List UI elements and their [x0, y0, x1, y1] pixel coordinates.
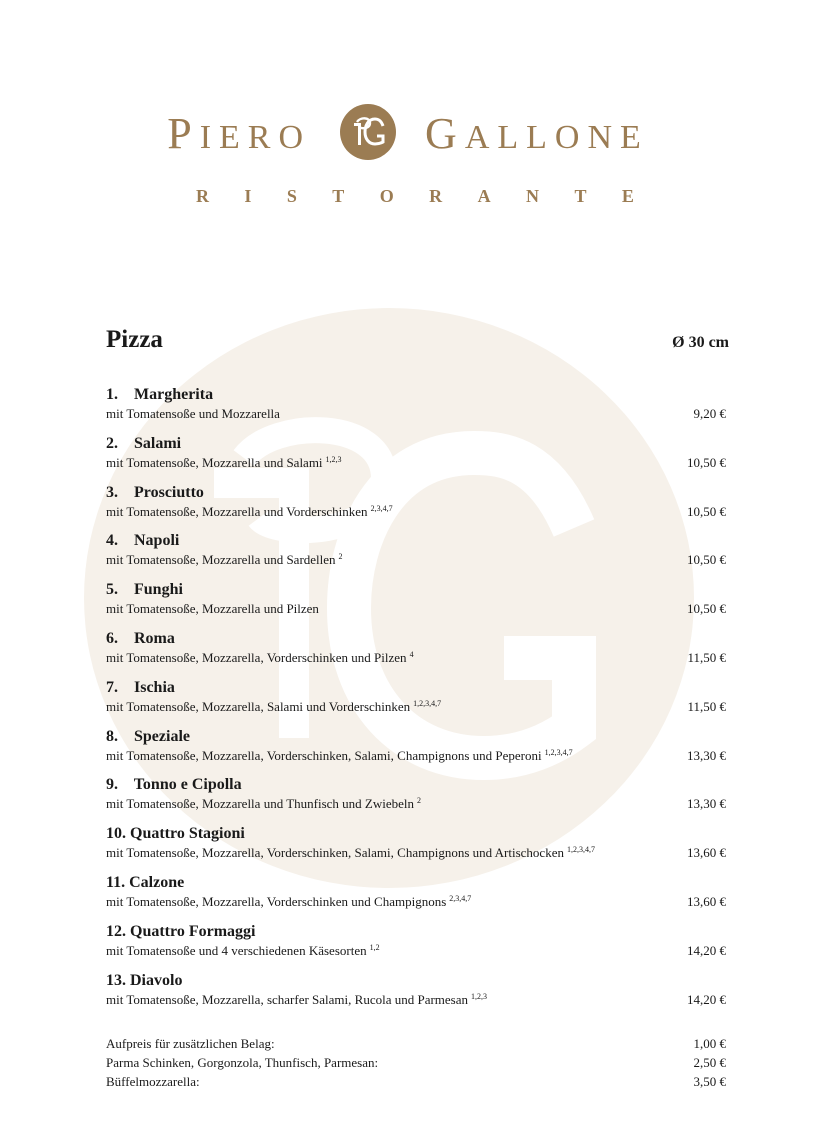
item-description-text: mit Tomatensoße, Mozzarella, Vorderschinken, Salami, Champignons und Artischocken: [106, 845, 564, 861]
item-title: [106, 630, 175, 648]
allergen-codes: 2: [338, 552, 343, 562]
item-number: 4.: [106, 532, 118, 550]
brand-subtitle: [196, 186, 634, 207]
item-title: [106, 825, 245, 843]
item-number: 13.: [106, 971, 126, 989]
item-description-text: mit Tomatensoße, Mozzarella, scharfer Salami, Rucola und Parmesan: [106, 991, 469, 1007]
item-description: [106, 699, 441, 715]
item-name: Speziale: [134, 727, 190, 745]
brand-name: [0, 104, 816, 162]
allergen-codes: 4: [409, 649, 414, 659]
item-number: 7.: [106, 678, 118, 696]
subtitle-letter: S: [286, 186, 297, 206]
menu-title: Pizza: [106, 326, 163, 353]
item-title: [106, 776, 242, 794]
item-description-text: mit Tomatensoße, Mozzarella und Sardellen: [106, 552, 336, 568]
item-description-text: mit Tomatensoße, Mozzarella, Vorderschinken und Pilzen: [106, 649, 407, 665]
allergen-codes: 1,2,3,4,7: [413, 698, 442, 708]
menu-item: [106, 972, 726, 1021]
item-number: 6.: [106, 629, 118, 647]
allergen-codes: 2: [417, 796, 422, 806]
menu-item: [106, 825, 726, 874]
item-description: [106, 943, 380, 959]
extra-price: 3,50 €: [693, 1074, 726, 1089]
item-price: 13,60 €: [687, 845, 726, 861]
restaurant-header: [0, 0, 816, 230]
item-description: [106, 845, 595, 861]
allergen-codes: 1,2: [369, 942, 380, 952]
item-title: [106, 484, 204, 502]
item-number: 5.: [106, 581, 118, 599]
menu-header: [106, 326, 729, 386]
subtitle-letter: I: [244, 186, 252, 206]
item-name: Salami: [134, 434, 182, 452]
subtitle-letter: T: [574, 186, 587, 206]
item-description-text: mit Tomatensoße und Mozzarella: [106, 406, 280, 421]
extra-row: [106, 1055, 726, 1074]
item-name: Diavolo: [130, 971, 183, 989]
extra-row: [106, 1074, 726, 1093]
brand-first-name: PIERO: [167, 109, 312, 159]
item-description-text: mit Tomatensoße, Mozzarella und Salami: [106, 454, 323, 470]
item-title: [106, 386, 213, 404]
item-price: 9,20 €: [693, 406, 726, 421]
item-description: [106, 894, 471, 910]
item-title: [106, 923, 255, 941]
item-description-text: mit Tomatensoße, Mozzarella, Salami und Vorderschinken: [106, 698, 411, 714]
item-description-text: mit Tomatensoße, Mozzarella und Vorderschinken: [106, 503, 368, 519]
item-title: [106, 532, 179, 550]
subtitle-letter: R: [196, 186, 209, 206]
item-name: Margherita: [134, 386, 214, 403]
allergen-codes: 1,2,3,4,7: [566, 845, 595, 855]
item-price: 10,50 €: [687, 454, 726, 470]
item-description-text: mit Tomatensoße und 4 verschiedenen Käsesorten: [106, 942, 367, 958]
pg-monogram-icon: [340, 104, 396, 160]
menu-item: [106, 581, 726, 630]
extra-label: Aufpreis für zusätzlichen Belag:: [106, 1036, 275, 1051]
item-number: 8.: [106, 727, 118, 745]
item-description-text: mit Tomatensoße, Mozzarella und Pilzen: [106, 601, 319, 617]
subtitle-letter: O: [379, 186, 394, 206]
item-number: 9.: [106, 776, 118, 794]
allergen-codes: 2,3,4,7: [370, 503, 393, 513]
subtitle-letter: N: [526, 186, 540, 206]
allergen-codes: 1,2,3: [471, 991, 488, 1001]
item-price: 13,60 €: [687, 893, 726, 909]
item-name: Ischia: [134, 678, 175, 696]
menu-item: [106, 532, 726, 581]
item-title: [106, 874, 184, 892]
item-description: [106, 796, 421, 812]
item-name: Quattro Stagioni: [130, 825, 245, 843]
item-title: [106, 435, 181, 453]
item-price: 14,20 €: [687, 991, 726, 1007]
item-description-text: mit Tomatensoße, Mozzarella und Thunfisch und Zwiebeln: [106, 796, 415, 812]
menu-item: [106, 874, 726, 923]
item-title: [106, 679, 175, 697]
allergen-codes: 1,2,3,4,7: [544, 747, 573, 757]
item-title: [106, 972, 182, 990]
item-number: 1.: [106, 386, 118, 403]
item-name: Napoli: [134, 532, 180, 550]
item-number: 11.: [106, 873, 126, 891]
subtitle-letter: E: [621, 186, 634, 206]
item-description: [106, 992, 487, 1008]
item-number: 12.: [106, 922, 126, 940]
menu-item: [106, 435, 726, 484]
pizza-size: Ø 30 cm: [672, 334, 729, 351]
brand-last-name: GALLONE: [425, 109, 649, 159]
extra-row: [106, 1036, 726, 1055]
subtitle-letter: A: [477, 186, 491, 206]
item-price: 10,50 €: [687, 552, 726, 568]
subtitle-letter: T: [332, 186, 345, 206]
extra-price: 2,50 €: [693, 1055, 726, 1070]
item-description: [106, 650, 414, 666]
item-name: Roma: [134, 629, 175, 647]
item-price: 13,30 €: [687, 747, 726, 763]
menu-item: [106, 679, 726, 728]
item-price: 11,50 €: [687, 698, 726, 714]
item-name: Quattro Formaggi: [130, 922, 256, 940]
item-price: 13,30 €: [687, 796, 726, 812]
extra-label: Büffelmozzarella:: [106, 1074, 200, 1089]
item-name: Prosciutto: [134, 483, 204, 501]
item-number: 3.: [106, 483, 118, 501]
item-title: [106, 728, 190, 746]
item-name: Calzone: [129, 873, 185, 891]
item-price: 10,50 €: [687, 503, 726, 519]
item-description: [106, 748, 573, 764]
menu-items: [106, 386, 726, 1020]
extra-price: 1,00 €: [693, 1036, 726, 1051]
menu-item: [106, 728, 726, 777]
menu-item: [106, 776, 726, 825]
item-price: 10,50 €: [687, 601, 726, 617]
item-title: [106, 581, 183, 599]
item-description: [106, 406, 280, 422]
item-name: Funghi: [134, 581, 183, 599]
menu-item: [106, 630, 726, 679]
item-description: [106, 552, 343, 568]
allergen-codes: 2,3,4,7: [449, 893, 472, 903]
item-description-text: mit Tomatensoße, Mozzarella, Vorderschinken, Salami, Champignons und Peperoni: [106, 747, 542, 763]
menu-item: [106, 923, 726, 972]
item-name: Tonno e Cipolla: [133, 776, 242, 794]
extra-label: Parma Schinken, Gorgonzola, Thunfisch, Parmesan:: [106, 1055, 379, 1070]
item-number: 2.: [106, 434, 118, 452]
menu-section: [106, 326, 729, 1020]
item-description: [106, 455, 342, 471]
item-description-text: mit Tomatensoße, Mozzarella, Vorderschinken und Champignons: [106, 893, 447, 909]
menu-item: [106, 484, 726, 533]
allergen-codes: 1,2,3: [325, 454, 342, 464]
menu-item: [106, 386, 726, 435]
extras-section: [106, 1036, 726, 1093]
item-number: 10.: [106, 825, 126, 843]
item-description: [106, 504, 393, 520]
item-price: 14,20 €: [687, 942, 726, 958]
item-description: [106, 601, 319, 617]
item-price: 11,50 €: [687, 649, 726, 665]
subtitle-letter: R: [429, 186, 443, 206]
